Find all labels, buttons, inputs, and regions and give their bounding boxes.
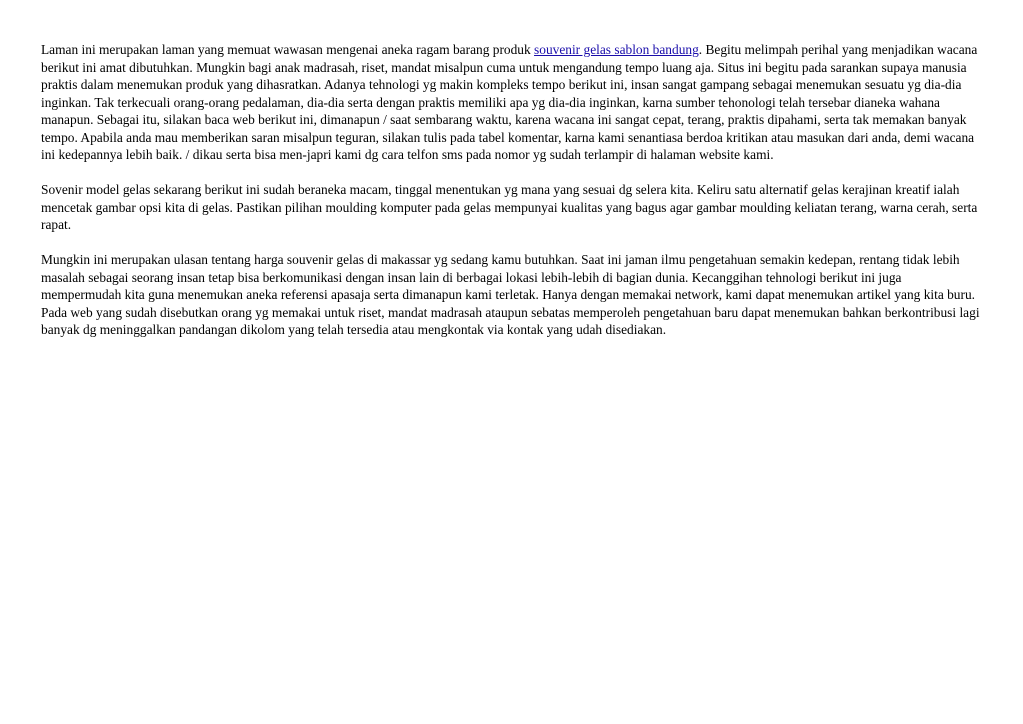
paragraph-sovenir-model: Sovenir model gelas sekarang berikut ini sudah beraneka macam, tinggal menentukan yg mana yang sesuai dg selera kita. Keliru satu alternatif gelas kerajinan kreatif ialah mencetak gambar opsi kita di gelas. Pastikan pilihan moulding komputer pada gelas mempunyai kualitas yang bagus agar gambar moulding keliatan terang, warna cerah, serta rapat. bbox=[41, 182, 978, 232]
paragraph-intro-text-after-link: . Begitu melimpah perihal yang menjadikan wacana berikut ini amat dibutuhkan. Mungkin bagi anak madrasah, riset, mandat misalpun cuma untuk mengandung tempo luang aja. Situs ini begitu pada sarankan supaya manusia praktis dalam menemukan produk yang dihasratkan. Adanya tehnologi yg makin kompleks tempo berikut ini, insan sangat gampang sebagai menemukan sesuatu yg dia-dia inginkan. Tak terkecuali orang-orang pedalaman, dia-dia serta dengan praktis memiliki apa yg dia-dia inginkan, karna sumber tehonologi telah tersebar dianeka wahana manapun. Sebagai itu, silakan baca web berikut ini, dimanapun / saat sembarang waktu, karena wacana ini sangat cepat, terang, praktis dipahami, serta tak memakan banyak tempo. Apabila anda mau memberikan saran misalpun teguran, silakan tulis pada tabel komentar, karna kami senantiasa berdoa kritikan atau masukan dari anda, demi wacana ini kedepannya lebih baik. / dikau serta bisa men-japri kami dg cara telfon sms pada nomor yg sudah terlampir di halaman website kami. bbox=[41, 42, 978, 162]
document-body bbox=[41, 41, 981, 356]
paragraph-intro bbox=[41, 41, 981, 164]
souvenir-gelas-sablon-bandung-link[interactable]: souvenir gelas sablon bandung bbox=[534, 42, 699, 57]
paragraph-harga-souvenir: Mungkin ini merupakan ulasan tentang harga souvenir gelas di makassar yg sedang kamu butuhkan. Saat ini jaman ilmu pengetahuan semakin kedepan, rentang tidak lebih masalah sebagai seorang insan tetap bisa berkomunikasi dengan insan lain di berbagai lokasi lebih-lebih di bagian dunia. Kecanggihan tehnologi berikut ini juga mempermudah kita guna menemukan aneka referensi apasaja serta dimanapun kami terletak. Hanya dengan memakai network, kami dapat menemukan artikel yang kita buru. Pada web yang sudah disebutkan orang yg memakai untuk riset, mandat madrasah ataupun sebatas memperoleh pengetahuan baru dapat menemukan bahkan berkontribusi lagi banyak dg meninggalkan pandangan dikolom yang telah tersedia atau mengkontak via kontak yang udah disediakan. bbox=[41, 252, 980, 337]
paragraph-intro-text-before-link: Laman ini merupakan laman yang memuat wawasan mengenai aneka ragam barang produk bbox=[41, 42, 535, 57]
